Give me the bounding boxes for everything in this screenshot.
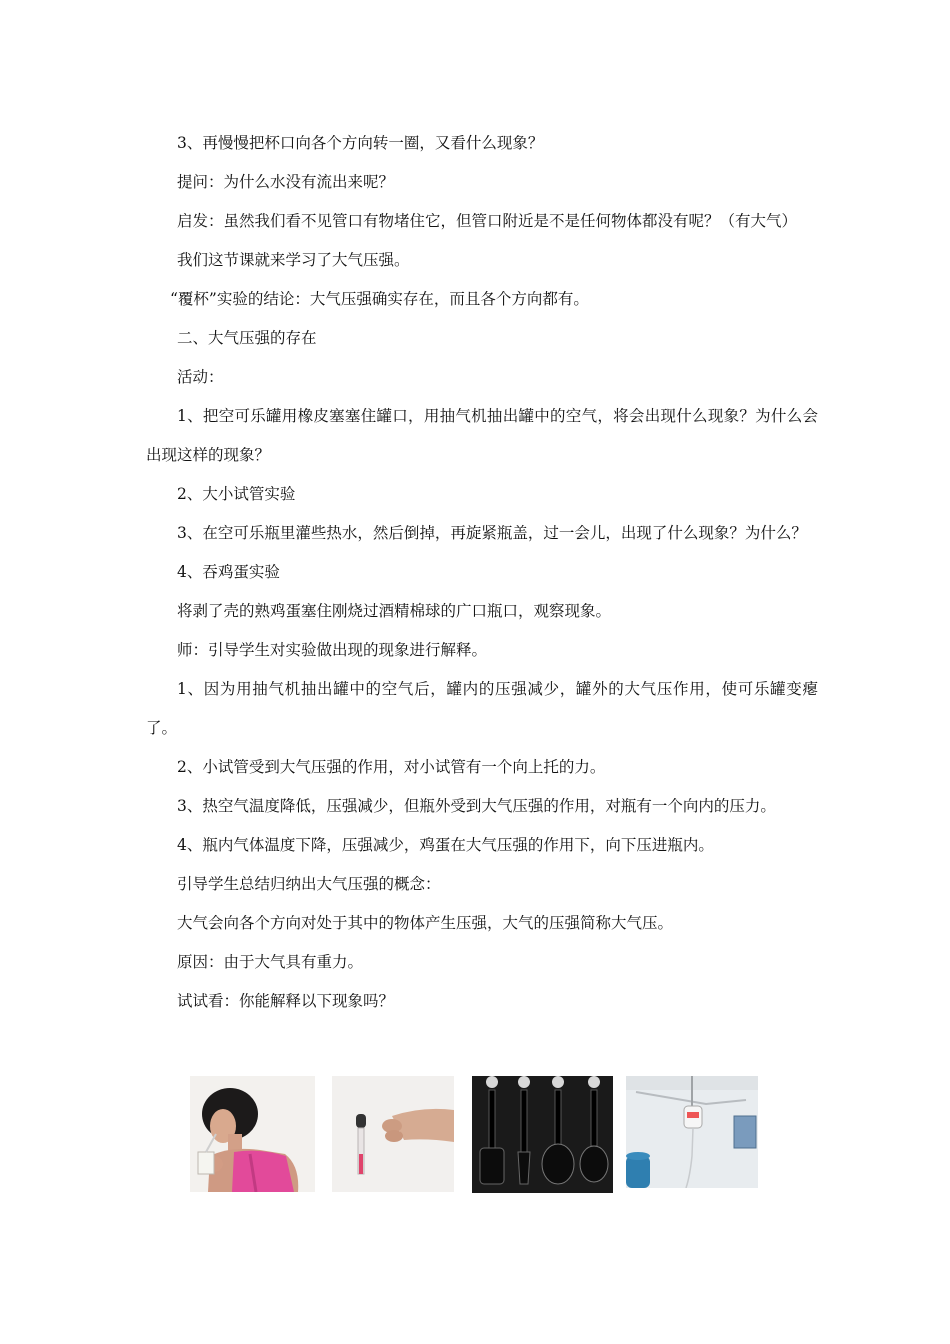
paragraph: 提问：为什么水没有流出来呢？: [177, 173, 395, 191]
person-drinking-photo: [190, 1076, 315, 1192]
document-body: [146, 124, 818, 1021]
paragraph: 我们这节课就来学习了大气压强。: [177, 251, 410, 269]
paragraph: 2、小试管受到大气压强的作用，对小试管有一个向上托的力。: [177, 758, 606, 776]
paragraph: 2、大小试管实验: [177, 485, 296, 503]
paragraph: 将剥了壳的熟鸡蛋塞住刚烧过酒精棉球的广口瓶口，观察现象。: [177, 602, 612, 620]
paragraph: 4、瓶内气体温度下降，压强减少，鸡蛋在大气压强的作用下，向下压进瓶内。: [177, 836, 714, 854]
paragraph: 3、再慢慢把杯口向各个方向转一圈，又看什么现象？: [177, 134, 544, 152]
paragraph: 启发：虽然我们看不见管口有物堵住它，但管口附近是不是任何物体都没有呢？（有大气）: [177, 212, 798, 230]
hanging-utensils-photo: [472, 1076, 613, 1193]
paragraph: 试试看：你能解释以下现象吗？: [177, 992, 395, 1010]
paragraph: 原因：由于大气具有重力。: [177, 953, 364, 971]
paragraph: 1、因为用抽气机抽出罐中的空气后，罐内的压强减少，罐外的大气压作用，使可乐罐变瘪了。: [146, 680, 818, 737]
paragraph: 3、在空可乐瓶里灌些热水，然后倒掉，再旋紧瓶盖，过一会儿，出现了什么现象？为什么？: [177, 524, 807, 542]
paragraph: 4、吞鸡蛋实验: [177, 563, 280, 581]
iv-drip-photo: [626, 1076, 758, 1188]
paragraph: 活动：: [177, 368, 224, 386]
paragraph: 1、把空可乐罐用橡皮塞塞住罐口，用抽气机抽出罐中的空气，将会出现什么现象？为什么会出现这样的现象？: [146, 407, 818, 464]
dropper-photo: [332, 1076, 454, 1192]
paragraph: 大气会向各个方向对处于其中的物体产生压强，大气的压强简称大气压。: [177, 914, 674, 932]
section-heading: 二、大气压强的存在: [177, 329, 317, 347]
paragraph: 3、热空气温度降低，压强减少，但瓶外受到大气压强的作用，对瓶有一个向内的压力。: [177, 797, 776, 815]
paragraph: 师：引导学生对实验做出现的现象进行解释。: [177, 641, 488, 659]
paragraph: 引导学生总结归纳出大气压强的概念：: [177, 875, 441, 893]
paragraph: “覆杯”实验的结论：大气压强确实存在，而且各个方向都有。: [170, 290, 589, 308]
photo-strip: [190, 1076, 770, 1194]
